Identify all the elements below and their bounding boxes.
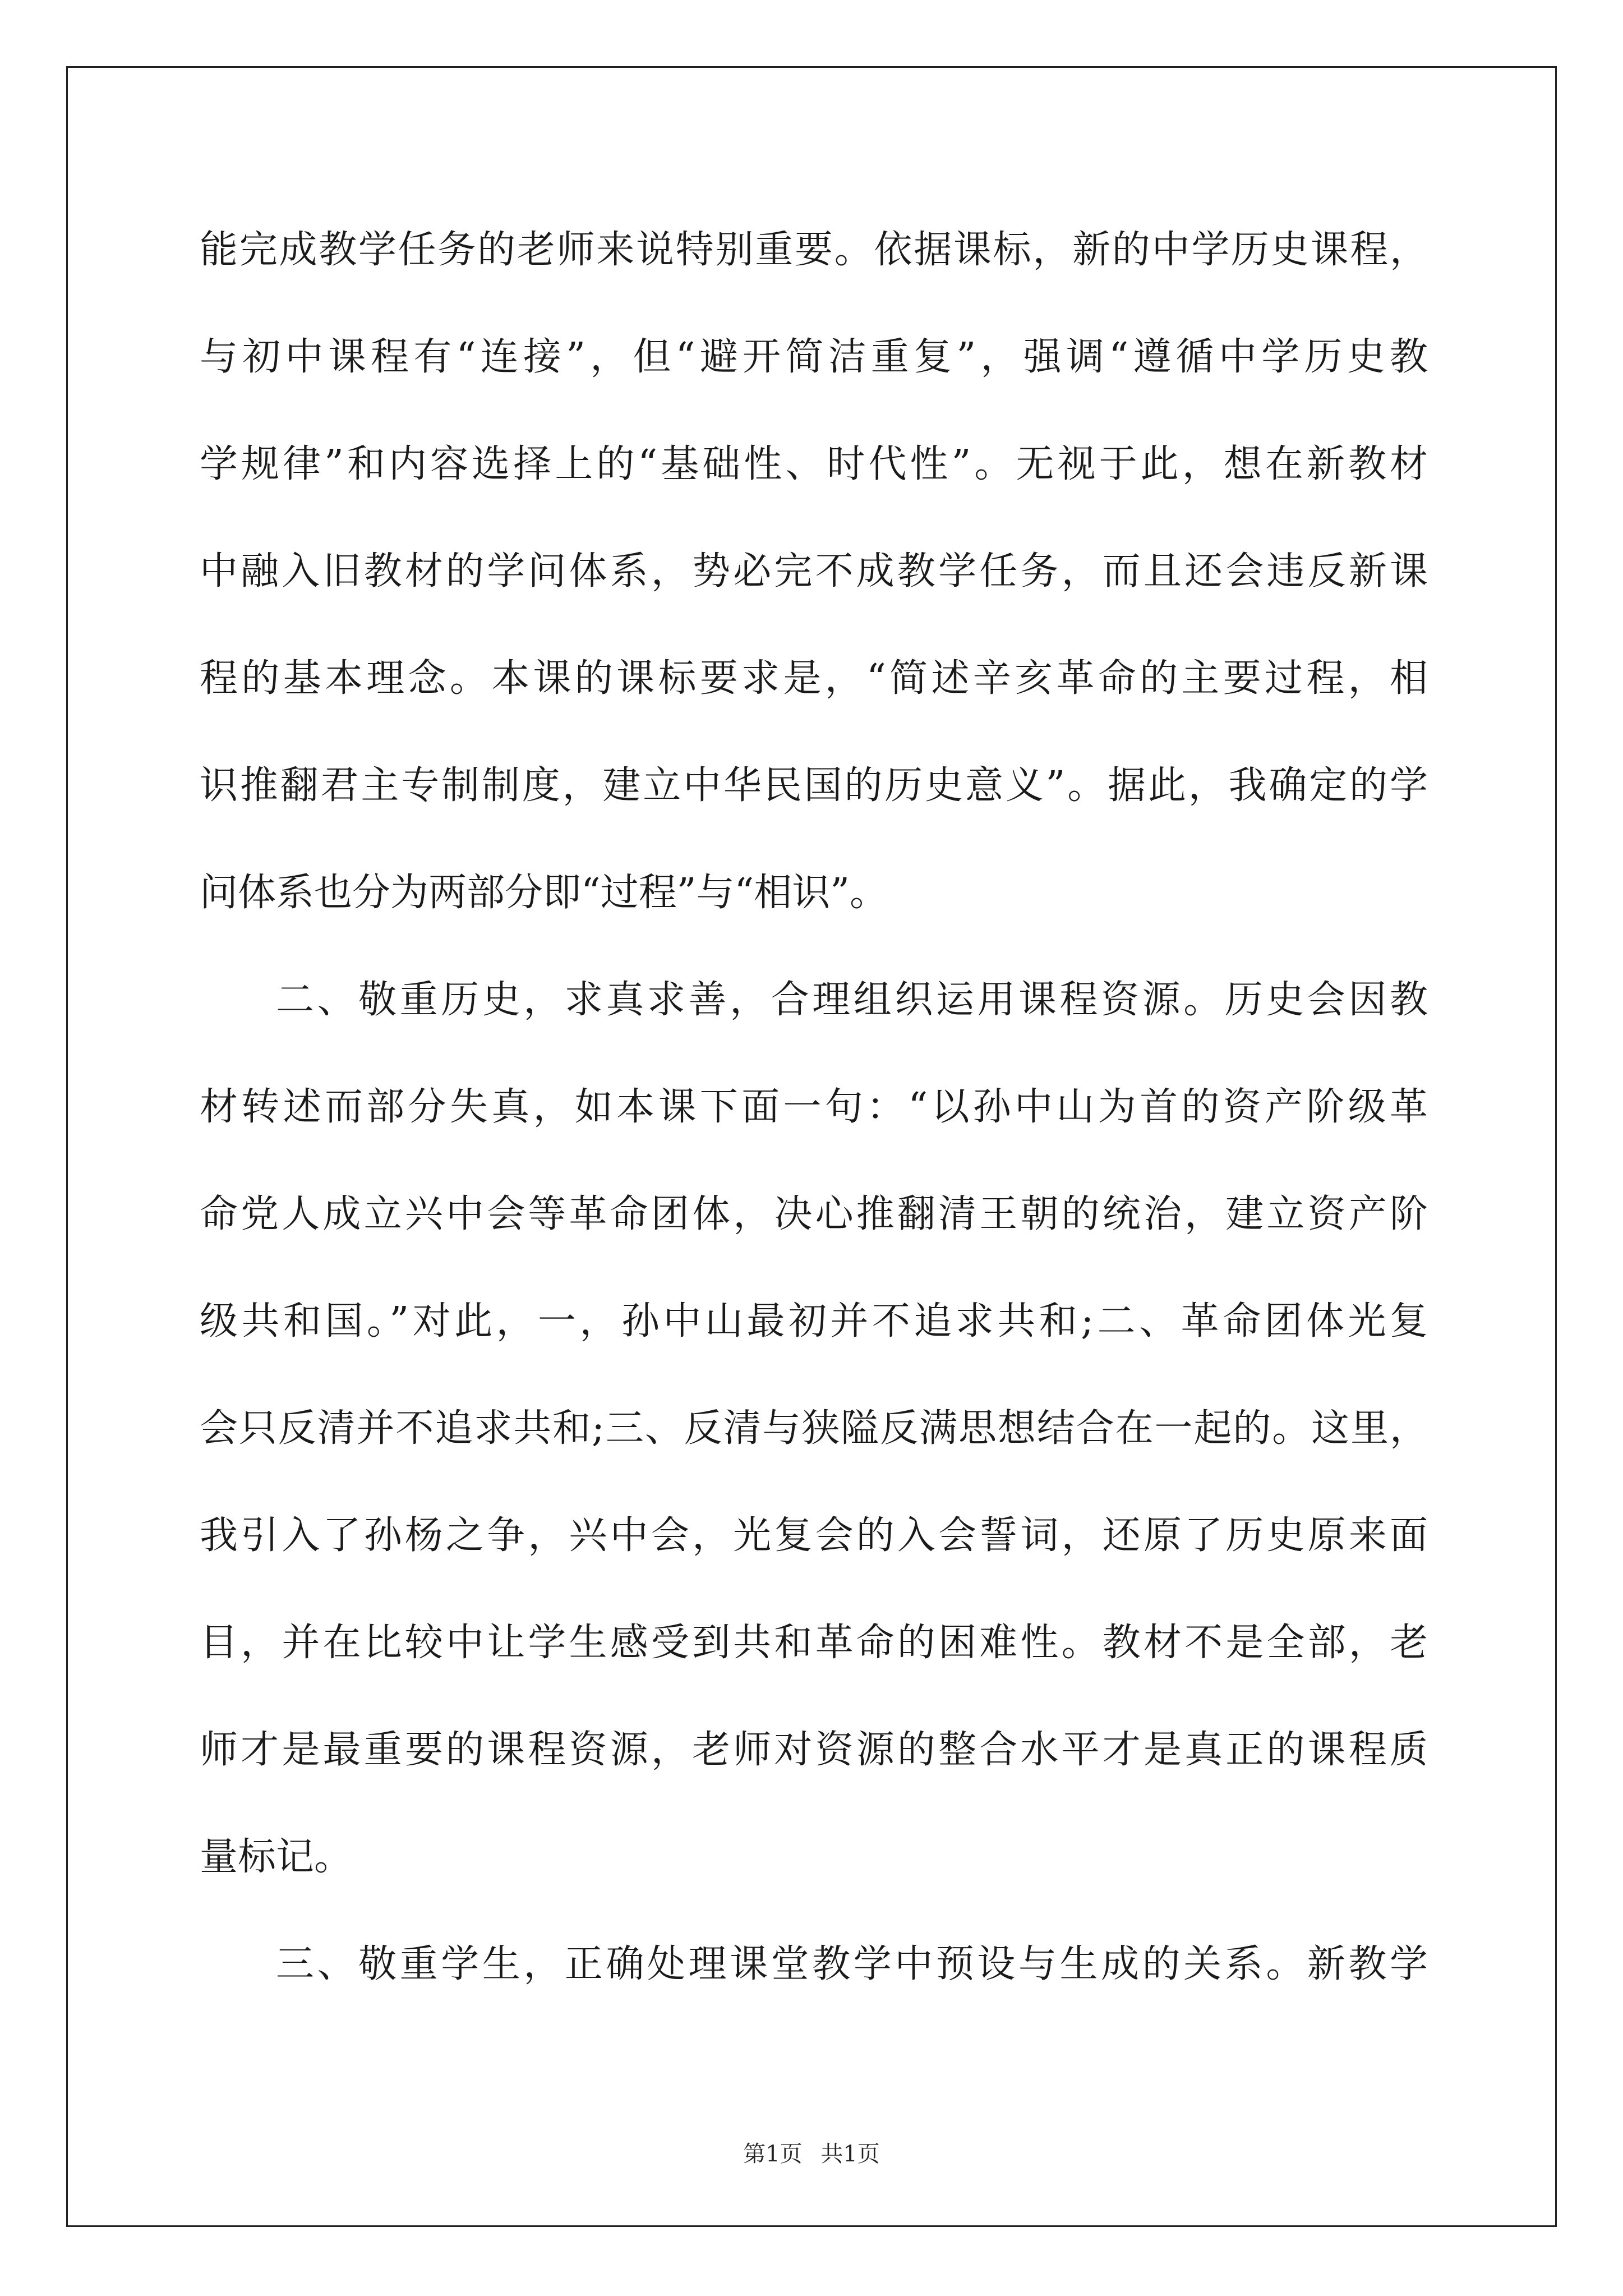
page-number: 第1页 (743, 2141, 803, 2167)
text-line: 级共和国。”对此，一，孙中山最初并不追求共和;二、革命团体光复 (200, 1299, 1428, 1343)
text-line: 程的基本理念。本课的课标要求是，“简述辛亥革命的主要过程，相 (200, 656, 1428, 701)
text-line: 目，并在比较中让学生感受到共和革命的困难性。教材不是全部，老 (200, 1621, 1428, 1665)
page-footer (0, 2136, 1623, 2168)
paragraph (200, 946, 1428, 1911)
text-line: 二、敬重历史，求真求善，合理组织运用课程资源。历史会因教 (276, 978, 1428, 1022)
text-line: 识推翻君主专制制度，建立中华民国的历史意义”。据此，我确定的学 (200, 763, 1428, 808)
paragraph (200, 1911, 1428, 2018)
text-line: 材转述而部分失真，如本课下面一句：“以孙中山为首的资产阶级革 (200, 1085, 1428, 1129)
text-line: 命党人成立兴中会等革命团体，决心推翻清王朝的统治，建立资产阶 (200, 1192, 1428, 1236)
text-line: 能完成教学任务的老师来说特别重要。依据课标，新的中学历史课程， (200, 228, 1428, 272)
text-line: 我引入了孙杨之争，兴中会，光复会的入会誓词，还原了历史原来面 (200, 1513, 1428, 1558)
text-line: 中融入旧教材的学问体系，势必完不成教学任务，而且还会违反新课 (200, 549, 1428, 593)
text-line: 会只反清并不追求共和;三、反清与狭隘反满思想结合在一起的。这里， (200, 1406, 1428, 1451)
text-line: 三、敬重学生，正确处理课堂教学中预设与生成的关系。新教学 (276, 1942, 1428, 1986)
text-line: 问体系也分为两部分即“过程”与“相识”。 (200, 871, 888, 915)
text-line: 学规律”和内容选择上的“基础性、时代性”。无视于此，想在新教材 (200, 442, 1428, 486)
text-line: 与初中课程有“连接”，但“避开简洁重复”，强调“遵循中学历史教 (200, 335, 1428, 379)
text-line: 量标记。 (200, 1835, 353, 1879)
text-line: 师才是最重要的课程资源，老师对资源的整合水平才是真正的课程质 (200, 1728, 1428, 1772)
document-body (200, 196, 1428, 2018)
paragraph (200, 196, 1428, 946)
page-total: 共1页 (820, 2141, 880, 2167)
